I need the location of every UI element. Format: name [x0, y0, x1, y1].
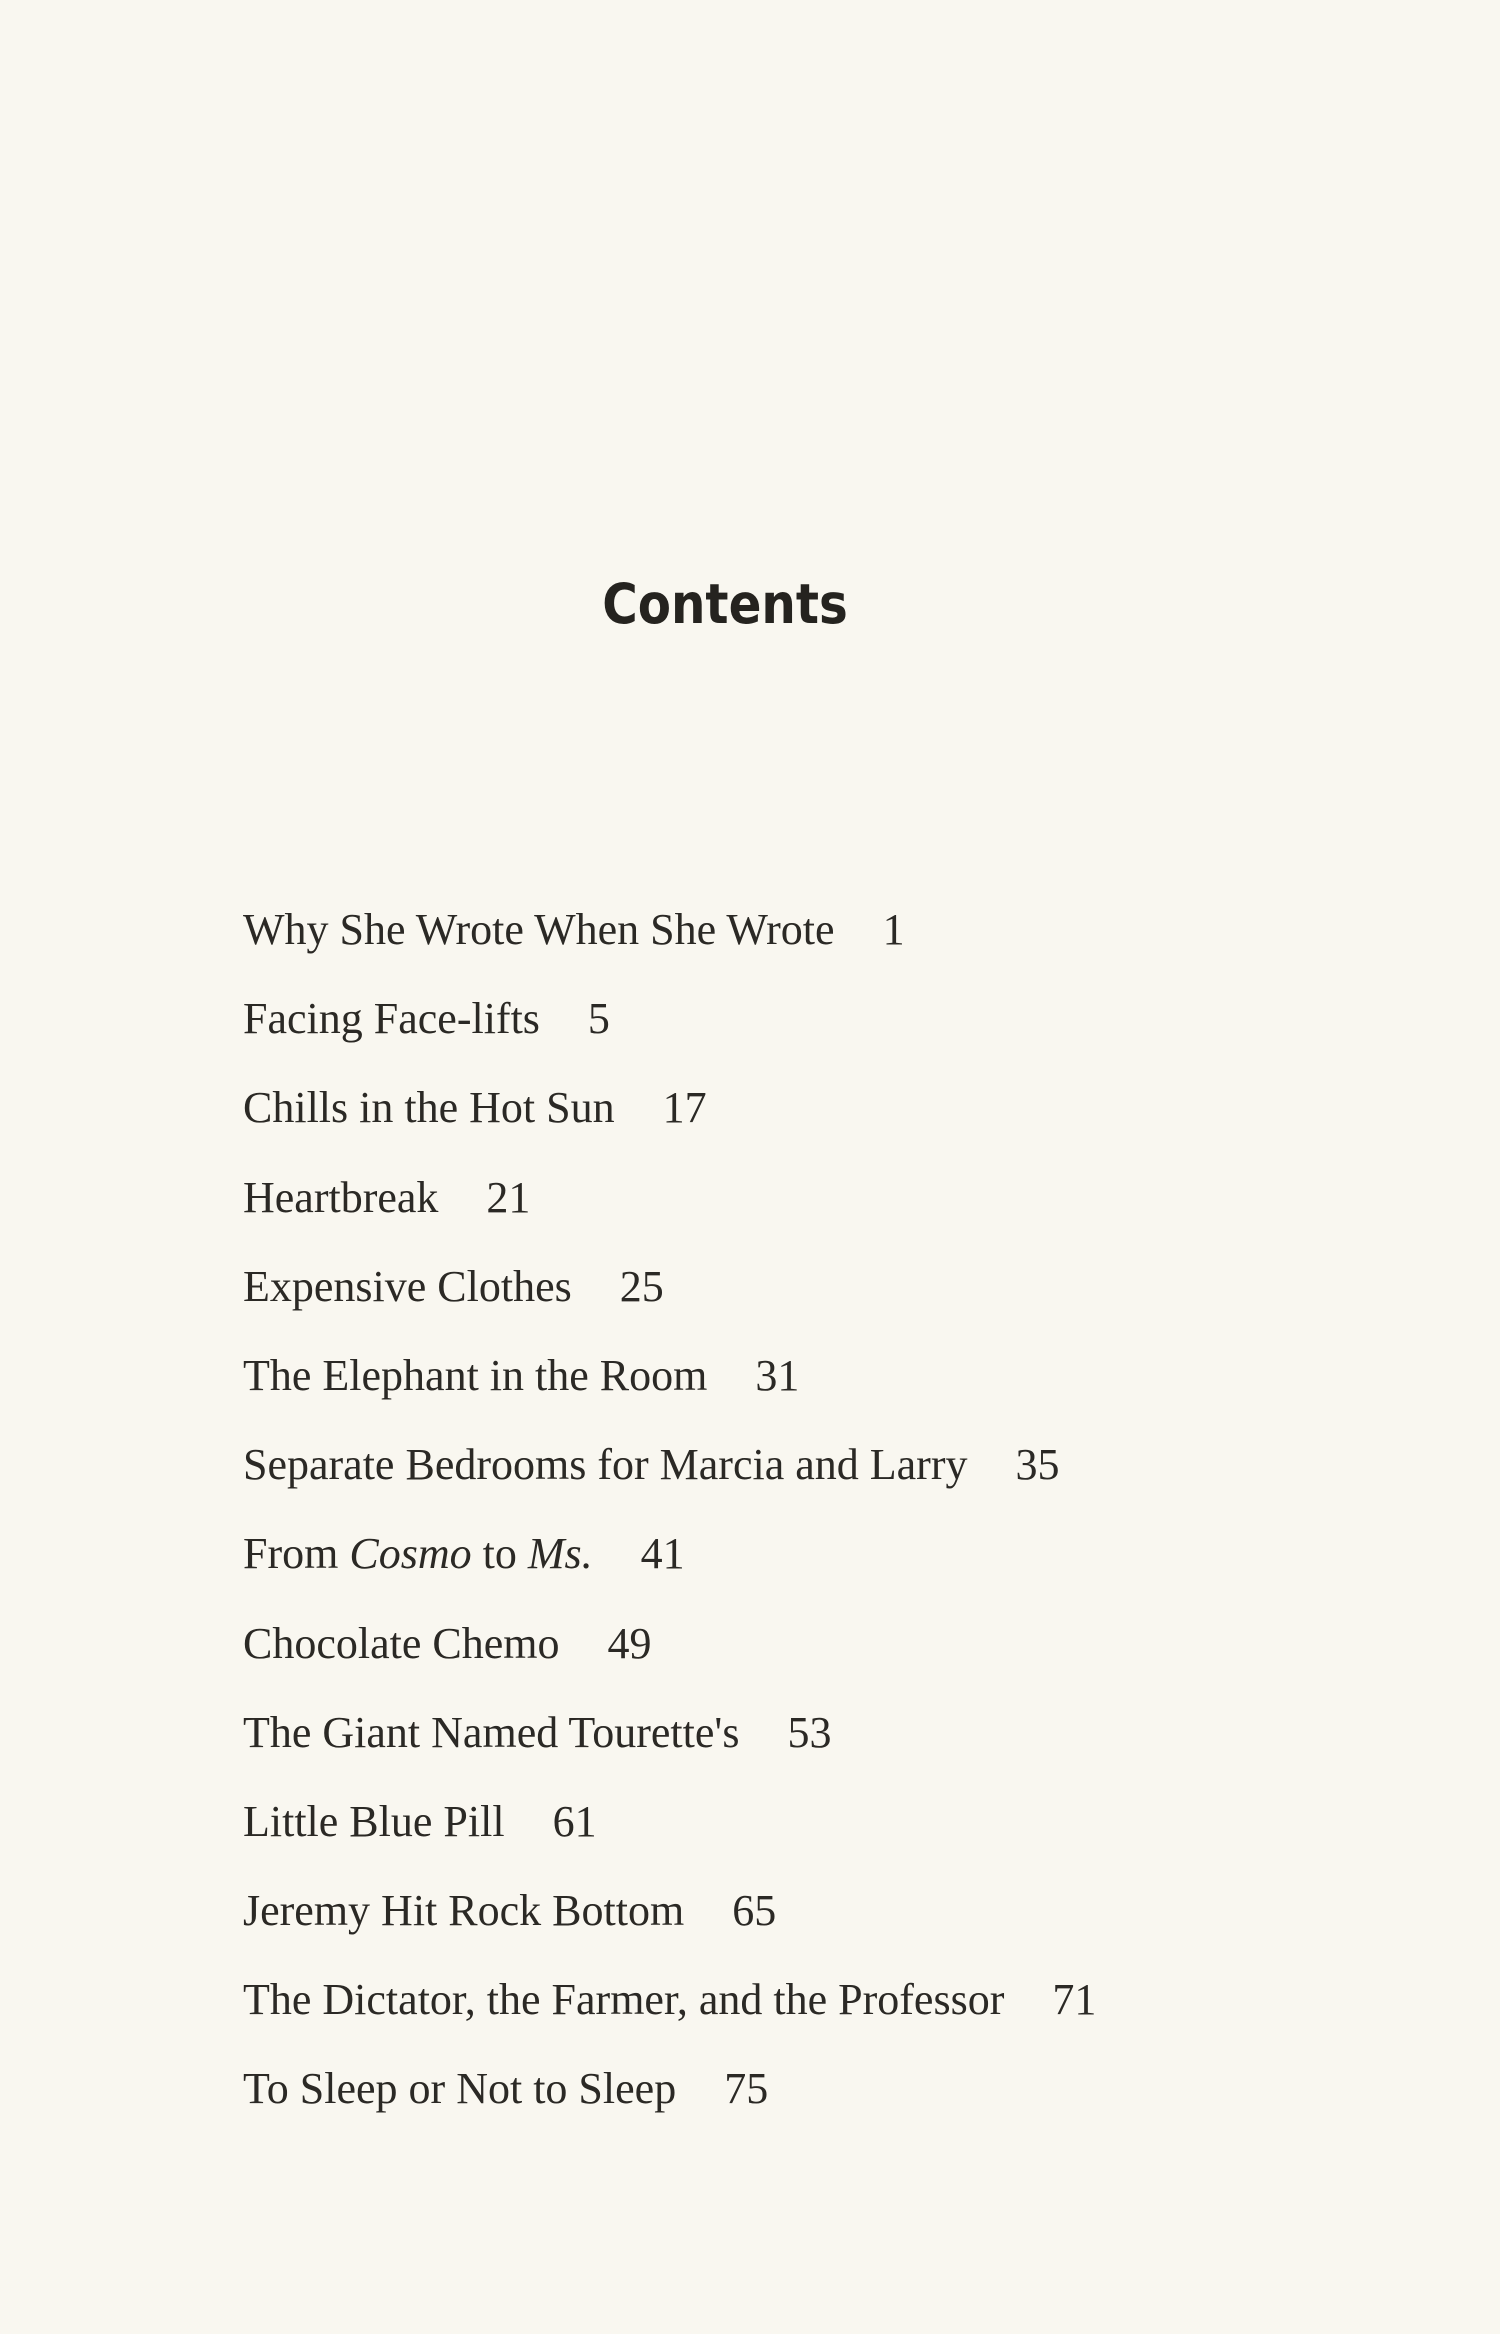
toc-entry-page: 1 [882, 905, 905, 954]
toc-entry-title: Expensive Clothes [243, 1261, 572, 1311]
toc-entry-page: 61 [552, 1796, 597, 1846]
toc-entry-page: 17 [662, 1083, 707, 1133]
toc-entry-title: Separate Bedrooms for Marcia and Larry [243, 1440, 968, 1490]
toc-entry-page: 35 [1015, 1440, 1060, 1490]
toc-entry [243, 1965, 1343, 2054]
toc-entry-title: Jeremy Hit Rock Bottom [243, 1886, 685, 1936]
toc-entry [243, 1341, 1343, 1430]
toc-entry [243, 1430, 1343, 1519]
toc-entry-title: To Sleep or Not to Sleep [243, 2064, 677, 2114]
table-of-contents [243, 895, 1343, 2144]
toc-entry [243, 1519, 1343, 1608]
toc-entry [243, 1252, 1343, 1341]
page-title: Contents [602, 572, 848, 636]
toc-entry-page: 65 [732, 1886, 777, 1936]
toc-entry [243, 1163, 1343, 1252]
toc-entry-title: Chills in the Hot Sun [243, 1083, 615, 1133]
toc-entry-title: The Elephant in the Room [243, 1350, 708, 1400]
toc-entry-title: Why She Wrote When She Wrote [243, 905, 835, 954]
toc-entry-page: 5 [587, 994, 610, 1044]
toc-entry [243, 1876, 1343, 1965]
toc-entry-title: Chocolate Chemo [243, 1618, 560, 1668]
toc-entry-title: Heartbreak [243, 1172, 439, 1222]
toc-entry-page: 31 [755, 1350, 800, 1400]
toc-entry-title: The Dictator, the Farmer, and the Professor [243, 1975, 1005, 2025]
title-part-italic: Cosmo [349, 1529, 472, 1579]
toc-entry-title: Little Blue Pill [243, 1796, 505, 1846]
toc-entry-page: 75 [724, 2064, 769, 2114]
title-part: From [243, 1529, 350, 1579]
toc-entry-page: 53 [787, 1707, 832, 1757]
toc-entry [243, 984, 1343, 1073]
toc-entry [243, 1073, 1343, 1162]
toc-entry-page: 41 [640, 1529, 685, 1579]
toc-entry [243, 1609, 1343, 1698]
toc-entry [243, 1698, 1343, 1787]
toc-entry [243, 1787, 1343, 1876]
toc-entry-page: 25 [619, 1261, 664, 1311]
toc-entry-title: The Giant Named Tourette's [243, 1707, 740, 1757]
toc-entry-page: 21 [486, 1172, 531, 1222]
toc-entry-title: Facing Face-lifts [243, 994, 540, 1044]
toc-entry-page: 71 [1052, 1975, 1097, 2025]
toc-entry [243, 2054, 1343, 2143]
toc-entry [243, 895, 1343, 984]
toc-entry-title [243, 1529, 593, 1578]
title-part-italic: Ms. [527, 1529, 593, 1579]
toc-entry-page: 49 [607, 1618, 652, 1668]
title-part: to [471, 1529, 528, 1579]
